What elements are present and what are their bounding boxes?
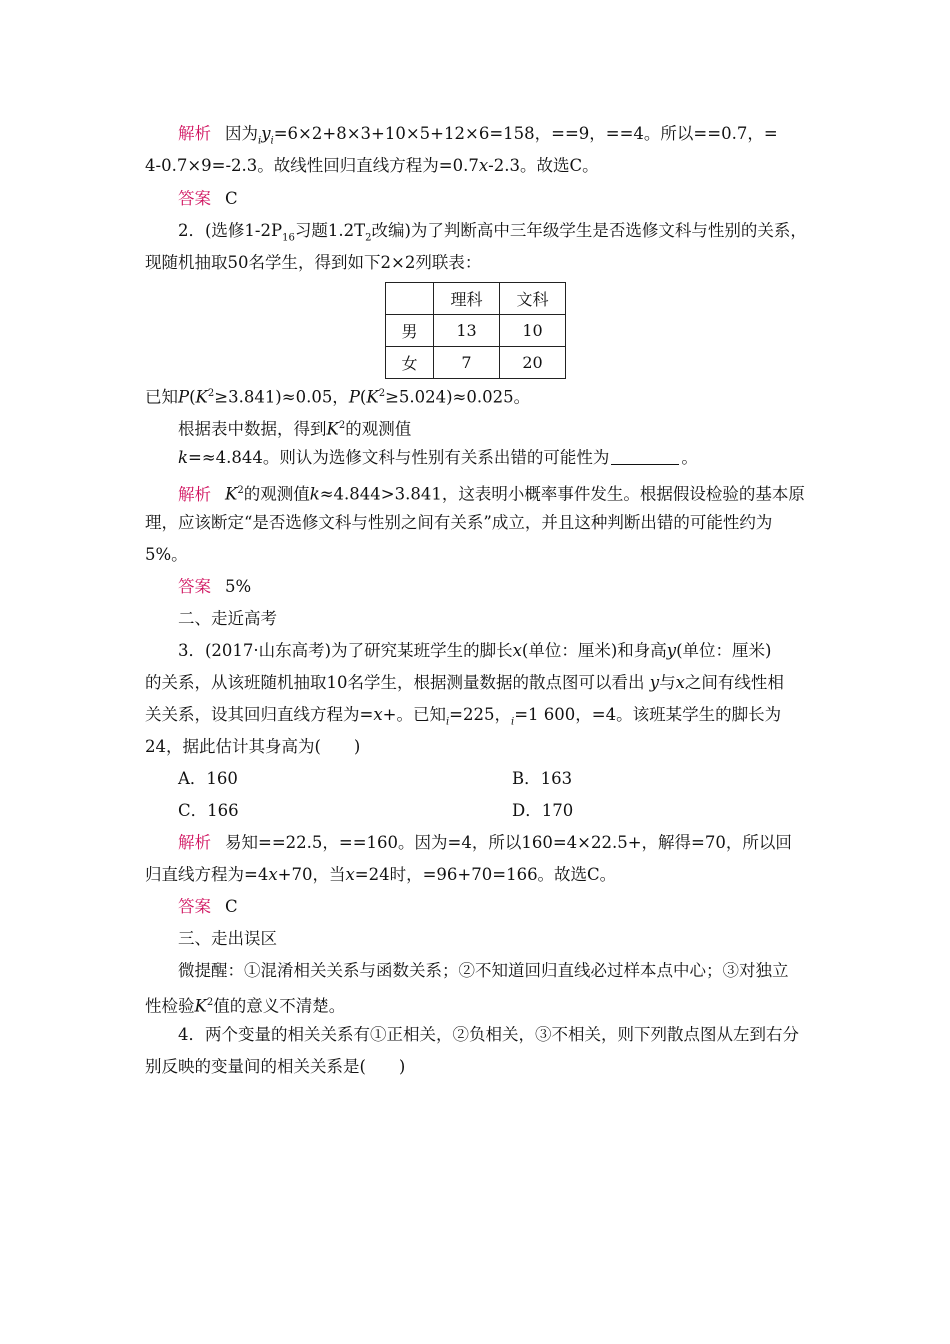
table-row: 男 13 10 bbox=[386, 315, 566, 347]
solution-label: 解析 bbox=[178, 833, 211, 852]
q1-answer: 答案 C bbox=[178, 189, 238, 208]
solution-label: 解析 bbox=[178, 484, 211, 504]
q2-solution-line1: 解析 $K^2$的观测值k≈4.844>3.841，这表明小概率事件发生。根据假设检验的基本原 bbox=[178, 484, 805, 504]
q2-solution-line3: 5%。 bbox=[145, 545, 188, 564]
q2-stem-line5: k=≈4.844。则认为选修文科与性别有关系出错的可能性为 。 bbox=[178, 448, 698, 467]
q3-option-d: D．170 bbox=[512, 801, 574, 820]
answer-label: 答案 bbox=[178, 897, 211, 916]
q3-option-b: B．163 bbox=[512, 769, 573, 788]
section-heading-3: 三、走出误区 bbox=[178, 929, 277, 948]
q4-stem-line2: 别反映的变量间的相关关系是( ) bbox=[145, 1057, 406, 1076]
q3-option-c: C．166 bbox=[178, 801, 239, 820]
q3-option-a: A．160 bbox=[178, 769, 238, 788]
q4-stem-line1: 4．两个变量的相关关系有①正相关，②负相关，③不相关，则下列散点图从左到右分 bbox=[178, 1025, 799, 1044]
q2-stem-line2: 现随机抽取50名学生，得到如下2×2列联表： bbox=[145, 253, 482, 272]
q2-solution-line2: 理，应该断定“是否选修文科与性别之间有关系”成立，并且这种判断出错的可能性约为 bbox=[145, 513, 773, 532]
q3-stem-line2: 的关系，从该班随机抽取10名学生，根据测量数据的散点图可以看出 y与x之间有线性相 bbox=[145, 673, 784, 692]
q2-stem-line4: 根据表中数据，得到$K^2$的观测值 bbox=[178, 419, 412, 439]
q3-stem-line3: 关关系，设其回归直线方程为=x+。已知$_i$=225，$_i$=1 600，=4。该班某学生的脚长为 bbox=[145, 705, 782, 728]
tip-line1: 微提醒：①混淆相关关系与函数关系；②不知道回归直线必过样本点中心；③对独立 bbox=[178, 961, 789, 980]
contingency-table bbox=[385, 282, 566, 379]
q2-answer: 答案 5% bbox=[178, 577, 252, 596]
q1-solution-line1: 解析 因为$_iy_i=6\times 2+8\times 3+10\times 5+12\times 6=158$，==9，==4。所以==0.7，= bbox=[178, 124, 778, 147]
q3-stem-line4: 24，据此估计其身高为( ) bbox=[145, 737, 361, 756]
table-row: 理科 文科 bbox=[386, 283, 566, 315]
q2-stem-line1: 2．(选修$1-2P_{16}$习题$1.2T_2$改编)为了判断高中三年级学生是否选修文科与性别的关系， bbox=[178, 221, 807, 244]
answer-blank bbox=[611, 464, 679, 465]
q3-solution-line1: 解析 易知==22.5，==160。因为=4，所以160=4×22.5+，解得=70，所以回 bbox=[178, 833, 792, 852]
tip-line2: 性检验$K^2$值的意义不清楚。 bbox=[145, 996, 346, 1016]
table-row: 女 7 20 bbox=[386, 347, 566, 379]
answer-label: 答案 bbox=[178, 577, 211, 596]
q2-known-probabilities: 已知$P(K^2\ge 3.841)\approx 0.05$，$P(K^2\ge 5.024)\approx 0.025$。 bbox=[145, 387, 531, 407]
solution-label: 解析 bbox=[178, 124, 211, 143]
q3-stem-line1: 3．(2017·山东高考)为了研究某班学生的脚长x(单位：厘米)和身高y(单位：厘米) bbox=[178, 641, 772, 660]
section-heading-2: 二、走近高考 bbox=[178, 609, 277, 628]
q3-solution-line2: 归直线方程为=4x+70，当x=24时，=96+70=166。故选C。 bbox=[145, 865, 617, 884]
answer-label: 答案 bbox=[178, 189, 211, 208]
q3-answer: 答案 C bbox=[178, 897, 238, 916]
q1-solution-line2: 4-0.7×9=-2.3。故线性回归直线方程为=0.7x-2.3。故选C。 bbox=[145, 156, 599, 175]
